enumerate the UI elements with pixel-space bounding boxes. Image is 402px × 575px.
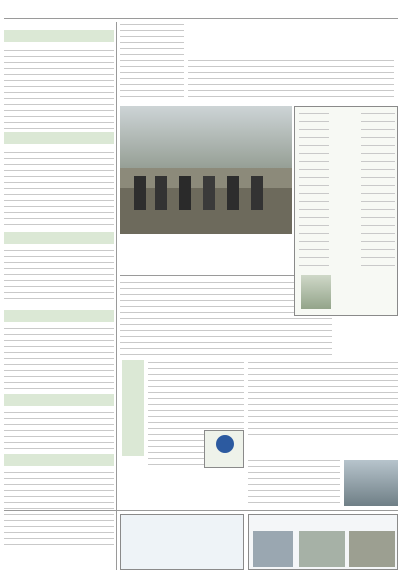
commentary-body-right bbox=[361, 111, 395, 271]
top-left-column-text bbox=[120, 22, 184, 104]
heart-story-title bbox=[248, 442, 398, 456]
commentary-illustration bbox=[301, 275, 331, 309]
left-ad bbox=[120, 514, 244, 570]
right-ad-title bbox=[253, 517, 395, 529]
right-ad-photo-1 bbox=[253, 531, 293, 567]
headline bbox=[4, 30, 114, 42]
heart-story-photo bbox=[344, 460, 398, 506]
main-story-kicker bbox=[188, 26, 328, 36]
article-body bbox=[4, 150, 114, 230]
headline bbox=[4, 394, 114, 406]
shanxi-title-text bbox=[122, 360, 126, 456]
headline bbox=[4, 454, 114, 466]
article-body bbox=[4, 248, 114, 306]
commentary-body-left bbox=[299, 111, 329, 271]
market-story-title bbox=[248, 342, 398, 356]
photo-people bbox=[134, 176, 284, 210]
ads-rule bbox=[4, 510, 398, 511]
article-body bbox=[4, 48, 114, 132]
police-logo-icon bbox=[216, 435, 234, 453]
main-story-body bbox=[188, 58, 394, 104]
commentary-vertical-title bbox=[333, 113, 357, 309]
left-ad-text bbox=[125, 519, 241, 567]
commentary-box bbox=[294, 106, 398, 316]
left-column bbox=[4, 22, 114, 570]
main-photo bbox=[120, 106, 292, 234]
heart-story-body bbox=[248, 458, 340, 506]
page-header bbox=[0, 0, 402, 18]
market-story-body bbox=[248, 360, 398, 442]
column-rule bbox=[116, 22, 117, 570]
shanxi-vertical-title bbox=[122, 360, 144, 456]
right-ad-photo-3 bbox=[349, 531, 395, 567]
right-ad-photo-2 bbox=[299, 531, 345, 567]
article-body bbox=[4, 470, 114, 554]
police-logo-box bbox=[204, 430, 244, 468]
header-rule bbox=[4, 18, 398, 19]
newspaper-name bbox=[336, 2, 398, 15]
section-name bbox=[150, 3, 240, 15]
police-logo-text bbox=[207, 456, 243, 466]
main-story-title bbox=[188, 36, 328, 54]
right-ad bbox=[248, 514, 398, 570]
headline bbox=[4, 310, 114, 322]
headline bbox=[4, 132, 114, 144]
issue-date bbox=[6, 10, 86, 18]
headline bbox=[4, 232, 114, 244]
